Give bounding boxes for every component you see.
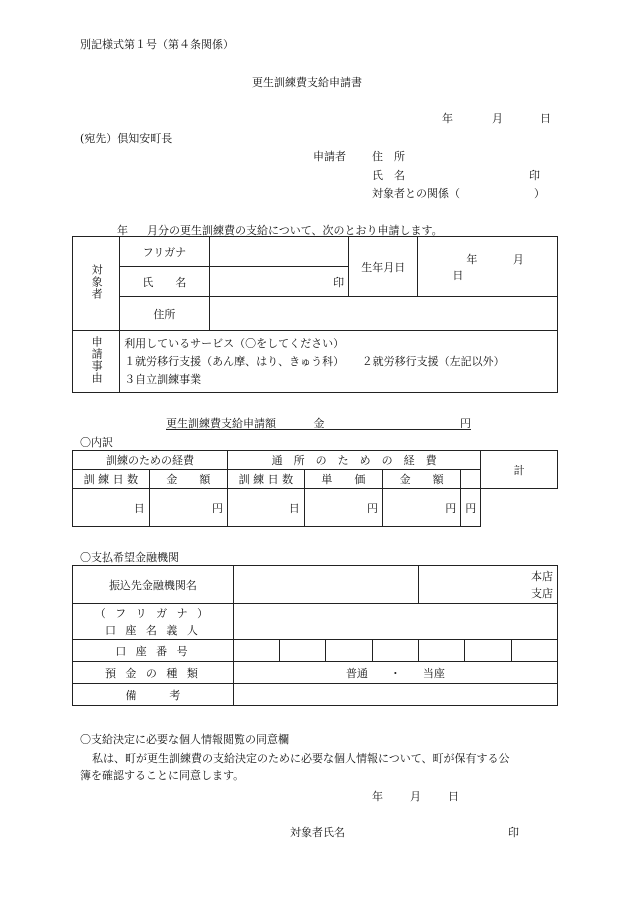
consent-name-label: 対象者氏名 — [290, 826, 345, 839]
amount-label: 更生訓練費支給申請額 — [166, 417, 276, 430]
yen-unit: 円 — [366, 501, 378, 515]
day-unit: 日 — [133, 501, 145, 515]
amount2-header: 金 額 — [382, 470, 460, 489]
date-day: 日 — [540, 112, 551, 125]
subject-seal: 印 — [333, 275, 345, 289]
commute-cost-header: 通 所 の た め の 経 費 — [227, 451, 480, 470]
holder-label: 口 座 名 義 人 — [104, 623, 201, 637]
consent-day: 日 — [448, 790, 459, 803]
applicant-address-label: 住 所 — [372, 150, 405, 163]
main-branch-label: 本店 — [531, 569, 553, 583]
commute-days-field[interactable] — [227, 489, 304, 527]
day-unit: 日 — [288, 501, 300, 515]
date-year: 年 — [442, 112, 453, 125]
branch-label: 支店 — [531, 586, 553, 600]
form-title: 更生訓練費支給申請書 — [252, 76, 362, 89]
subject-name-field[interactable] — [209, 267, 349, 297]
deposit-type-field[interactable] — [233, 662, 557, 684]
unit-price-header: 単 価 — [304, 470, 382, 489]
service-option-2[interactable]: ２就労移行支援（左記以外） — [361, 354, 505, 368]
services-intro: 利用しているサービス（〇をしてください） — [124, 336, 345, 350]
yen-unit: 円 — [211, 501, 223, 515]
date-month: 月 — [492, 112, 503, 125]
holder-label-cell — [73, 604, 234, 640]
addressee: (宛先）倶知安町長 — [80, 132, 173, 145]
birth-day: 日 — [452, 268, 464, 282]
birth-year: 年 — [466, 252, 478, 266]
subject-name-label: 氏 名 — [120, 267, 209, 297]
bank-name-label: 振込先金融機関名 — [73, 566, 234, 604]
account-digit[interactable] — [326, 640, 372, 662]
account-digit[interactable] — [280, 640, 326, 662]
consent-text-2: 簿を確認することに同意します。 — [80, 769, 245, 782]
amount-kin: 金 — [313, 417, 325, 430]
deposit-type-options[interactable]: 普通 ・ 当座 — [345, 666, 445, 680]
consent-month: 月 — [410, 790, 421, 803]
breakdown-table — [72, 450, 558, 527]
applicant-seal: 印 — [529, 169, 540, 182]
furigana-label: フリガナ — [120, 237, 209, 267]
account-digit[interactable] — [233, 640, 279, 662]
account-digit[interactable] — [511, 640, 557, 662]
subject-address-field[interactable] — [209, 297, 557, 331]
subject-group-label: 対象者 — [90, 264, 104, 300]
subject-address-label: 住所 — [120, 297, 209, 331]
service-option-3[interactable]: ３自立訓練事業 — [124, 372, 202, 386]
consent-text-1: 私は、町が更生訓練費の支給決定のために必要な個人情報について、町が保有する公 — [92, 752, 510, 765]
applicant-label: 申請者 — [313, 150, 346, 163]
subject-table — [72, 236, 558, 393]
days-header: 訓 練 日 数 — [73, 470, 150, 489]
service-option-1[interactable]: １就労移行支援（あん摩、はり、きゅう科） — [124, 354, 345, 368]
amount-line — [166, 415, 471, 430]
commute-amount-field[interactable] — [382, 489, 460, 527]
consent-seal: 印 — [508, 826, 519, 839]
deposit-type-label: 預 金 の 種 類 — [73, 662, 234, 684]
intro-year: 年 — [117, 224, 128, 237]
birth-month: 月 — [512, 252, 524, 266]
birth-field[interactable] — [418, 237, 558, 297]
applicant-name-label: 氏 名 — [372, 169, 405, 182]
subject-group-cell — [73, 237, 120, 331]
amount-yen: 円 — [460, 417, 471, 430]
reason-group-cell — [73, 331, 120, 393]
consent-section: 〇支給決定に必要な個人情報閲覧の同意欄 — [80, 733, 289, 746]
breakdown-section: 〇内訳 — [80, 436, 113, 449]
birth-label: 生年月日 — [349, 237, 418, 297]
branch-field[interactable] — [419, 566, 558, 604]
reason-label: 申請事由 — [90, 336, 104, 384]
bank-name-field[interactable] — [233, 566, 418, 604]
days2-header: 訓 練 日 数 — [227, 470, 304, 489]
training-amount-field[interactable] — [149, 489, 227, 527]
training-days-field[interactable] — [73, 489, 150, 527]
bank-section: 〇支払希望金融機関 — [80, 551, 179, 564]
account-digit[interactable] — [419, 640, 465, 662]
relation-close: ） — [534, 187, 545, 200]
holder-furigana-label: （ フ リ ガ ナ ） — [94, 606, 212, 620]
reason-cell[interactable] — [120, 331, 558, 393]
form-number: 別記様式第１号（第４条関係） — [80, 38, 234, 51]
total-header: 計 — [481, 451, 558, 489]
consent-year: 年 — [372, 790, 383, 803]
furigana-field[interactable] — [209, 237, 349, 267]
yen-unit: 円 — [465, 501, 477, 515]
unit-price-field[interactable] — [304, 489, 382, 527]
yen-unit: 円 — [445, 501, 457, 515]
relation-label: 対象者との関係（ — [372, 187, 460, 200]
remarks-field[interactable] — [233, 684, 557, 706]
amount-header: 金 額 — [149, 470, 227, 489]
total-field[interactable] — [461, 489, 481, 527]
training-cost-header: 訓練のための経費 — [73, 451, 228, 470]
remarks-label: 備 考 — [73, 684, 234, 706]
account-number-label: 口 座 番 号 — [73, 640, 234, 662]
account-digit[interactable] — [465, 640, 511, 662]
holder-field[interactable] — [233, 604, 557, 640]
bank-table — [72, 565, 558, 706]
account-digit[interactable] — [372, 640, 418, 662]
intro-text: 月分の更生訓練費の支給について、次のとおり申請します。 — [147, 224, 443, 237]
